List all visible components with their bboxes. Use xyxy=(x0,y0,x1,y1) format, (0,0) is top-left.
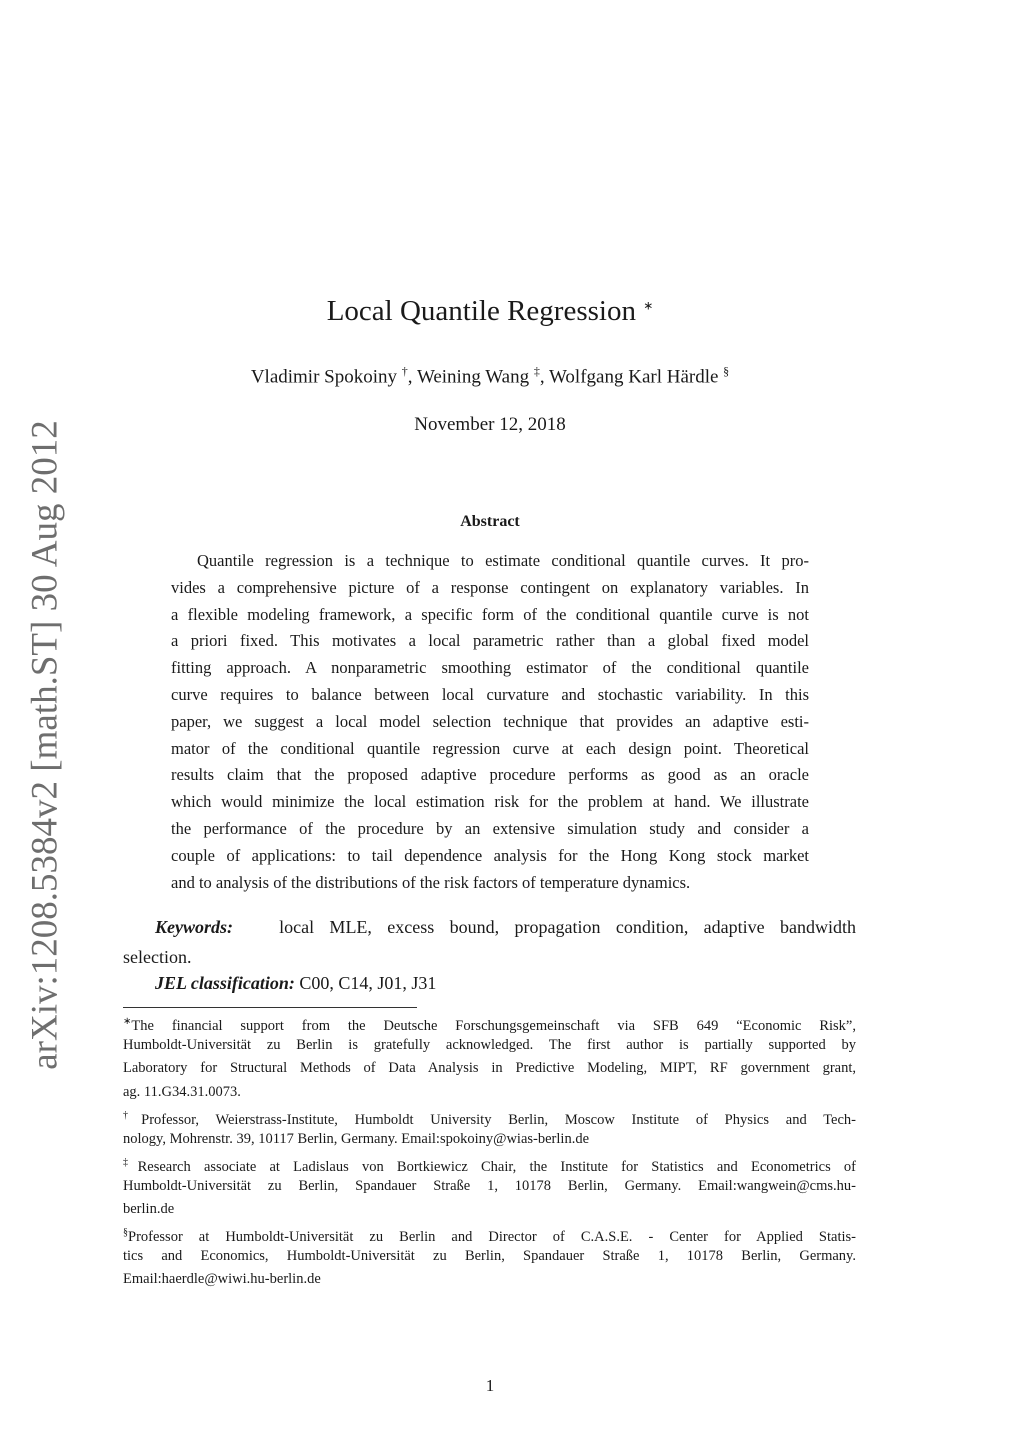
keywords-block xyxy=(123,912,856,972)
abstract-body xyxy=(171,548,809,896)
paper-date: November 12, 2018 xyxy=(414,414,566,435)
abstract-line: the performance of the procedure by an extensive simulation study and consider a xyxy=(171,818,809,838)
abstract-line: results claim that the proposed adaptive procedure performs as good as an oracle xyxy=(171,765,809,785)
abstract-line: mator of the conditional quantile regression curve at each design point. Theoretical xyxy=(171,738,809,758)
footnote-rule xyxy=(123,1007,417,1008)
keywords-row xyxy=(123,912,856,942)
footnote-mark: ∗ xyxy=(123,1016,132,1027)
keywords-text-continued: selection. xyxy=(123,947,192,967)
abstract-line: paper, we suggest a local model selection technique that provides an adaptive esti- xyxy=(171,711,809,731)
footnote-mark: § xyxy=(123,1227,128,1238)
footnote-line: nology, Mohrenstr. 39, 10117 Berlin, Germany. Email:spokoiny@wias-berlin.de xyxy=(123,1130,590,1147)
title-text: Local Quantile Regression xyxy=(326,295,636,327)
abstract-line: and to analysis of the distributions of the risk factors of temperature dynamics. xyxy=(171,872,691,892)
abstract-line: couple of applications: to tail dependence analysis for the Hong Kong stock market xyxy=(171,845,809,865)
footnote-line: ‡Research associate at Ladislaus von Bortkiewicz Chair, the Institute for Statistics and Econometrics of xyxy=(123,1157,857,1175)
footnote-haerdle xyxy=(123,1221,856,1292)
abstract-line: Quantile regression is a technique to estimate conditional quantile curves. It pro- xyxy=(197,551,809,570)
jel-label: JEL classification: xyxy=(155,973,295,993)
footnote-wang xyxy=(123,1151,856,1222)
arxiv-side-stamp: arXiv:1208.5384v2 [math.ST] 30 Aug 2012 xyxy=(24,420,66,1070)
footnote-line: Humboldt-Universität zu Berlin is gratefully acknowledged. The first author is partially supported by xyxy=(123,1036,856,1053)
author-footnote-mark: § xyxy=(723,364,730,378)
author-list: Vladimir Spokoiny †, Weining Wang ‡, Wolfgang Karl Härdle § xyxy=(250,364,730,388)
title-footnote-mark: ∗ xyxy=(643,298,654,313)
author-footnote-mark: † xyxy=(401,364,408,378)
abstract-line: fitting approach. A nonparametric smoothing estimator of the conditional quantile xyxy=(171,658,809,678)
footnote-line: tics and Economics, Humboldt-Universität zu Berlin, Spandauer Straße 1, 10178 Berlin, Germany. xyxy=(123,1247,856,1264)
abstract-line: vides a comprehensive picture of a response contingent on explanatory variables. In xyxy=(171,577,809,597)
footnote-line: Email:haerdle@wiwi.hu-berlin.de xyxy=(123,1271,321,1287)
abstract-line: a flexible modeling framework, a specific form of the conditional quantile curve is not xyxy=(171,604,809,624)
page-number: 1 xyxy=(485,1376,495,1395)
footnote-line: ag. 11.G34.31.0073. xyxy=(123,1083,241,1100)
abstract-line: curve requires to balance between local curvature and stochastic variability. In this xyxy=(171,684,809,704)
footnote-line: Humboldt-Universität zu Berlin, Spandauer Straße 1, 10178 Berlin, Germany. Email:wangwein@cms.hu- xyxy=(123,1177,856,1194)
keywords-label: Keywords: xyxy=(155,917,233,937)
abstract-line: which would minimize the local estimation risk for the problem at hand. We illustrate xyxy=(171,792,809,812)
keywords-text: local MLE, excess bound, propagation condition, adaptive bandwidth xyxy=(279,917,857,937)
author-name: Wolfgang Karl Härdle xyxy=(549,366,719,388)
footnote-mark: ‡ xyxy=(123,1157,138,1168)
abstract-line: a priori fixed. This motivates a local parametric rather than a global fixed model xyxy=(171,631,809,651)
footnote-funding xyxy=(123,1010,856,1104)
jel-block xyxy=(155,973,436,994)
footnote-line: §Professor at Humboldt-Universität zu Berlin and Director of C.A.S.E. - Center for Applied Statis- xyxy=(123,1227,856,1245)
footnote-line: †Professor, Weierstrass-Institute, Humboldt University Berlin, Moscow Institute of Physics and Tech- xyxy=(123,1110,856,1128)
footnote-mark: † xyxy=(123,1110,142,1121)
footnote-line: berlin.de xyxy=(123,1201,175,1217)
footnote-spokoiny xyxy=(123,1104,856,1151)
author-name: Vladimir Spokoiny xyxy=(250,366,398,388)
footnote-line: Laboratory for Structural Methods of Data Analysis in Predictive Modeling, MIPT, RF government grant, xyxy=(123,1060,856,1076)
author-name: Weining Wang xyxy=(416,366,530,388)
abstract-heading: Abstract xyxy=(460,513,520,530)
paper-title xyxy=(0,295,980,328)
footnote-line: ∗The financial support from the Deutsche Forschungsgemeinschaft via SFB 649 “Economic Risk”, xyxy=(123,1016,856,1034)
jel-value: C00, C14, J01, J31 xyxy=(299,973,437,993)
author-footnote-mark: ‡ xyxy=(533,364,540,378)
